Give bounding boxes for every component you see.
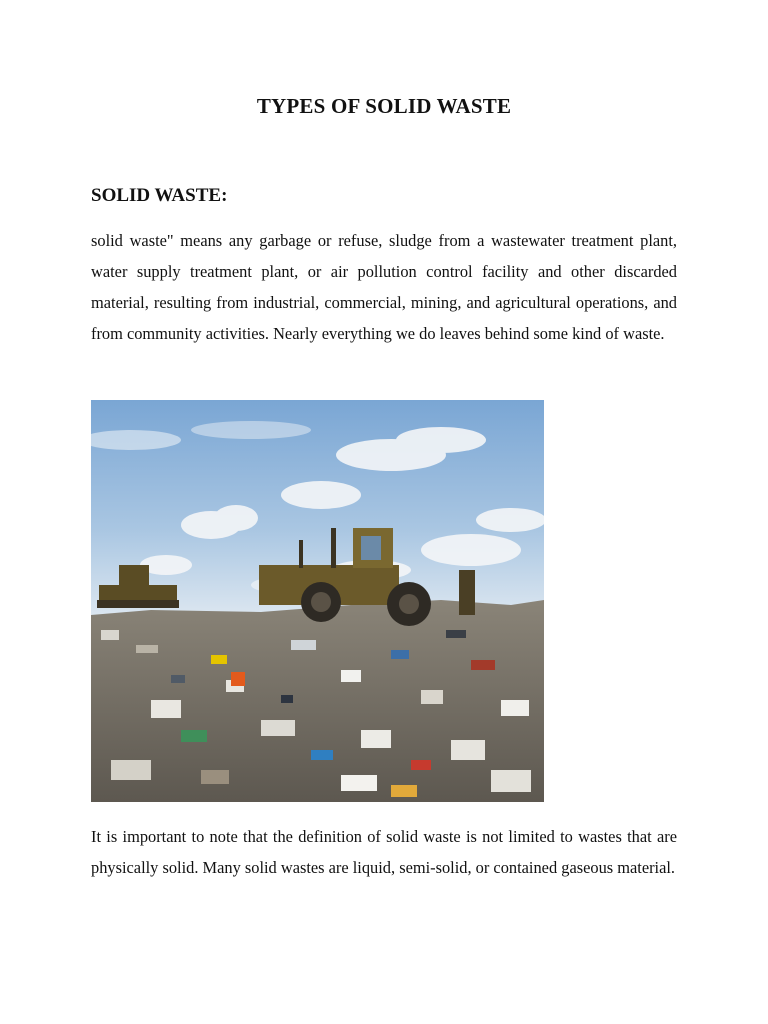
document-title: TYPES OF SOLID WASTE bbox=[256, 94, 512, 118]
definition-paragraph: solid waste" means any garbage or refuse, sludge from a wastewater treatment plant, water supply treatment plant, or air pollution control facility and other discarded material, resulting from industrial, commercial, mining, and agricultural operations, and from community activities. Nearly everything we do leaves behind some kind of waste. bbox=[91, 231, 677, 343]
note-paragraph: It is important to note that the definition of solid waste is not limited to wastes that are physically solid. Many solid wastes are liquid, semi-solid, or contained gaseous material. bbox=[91, 827, 677, 877]
section-heading: SOLID WASTE: bbox=[91, 185, 228, 206]
landfill-photo bbox=[91, 400, 544, 802]
